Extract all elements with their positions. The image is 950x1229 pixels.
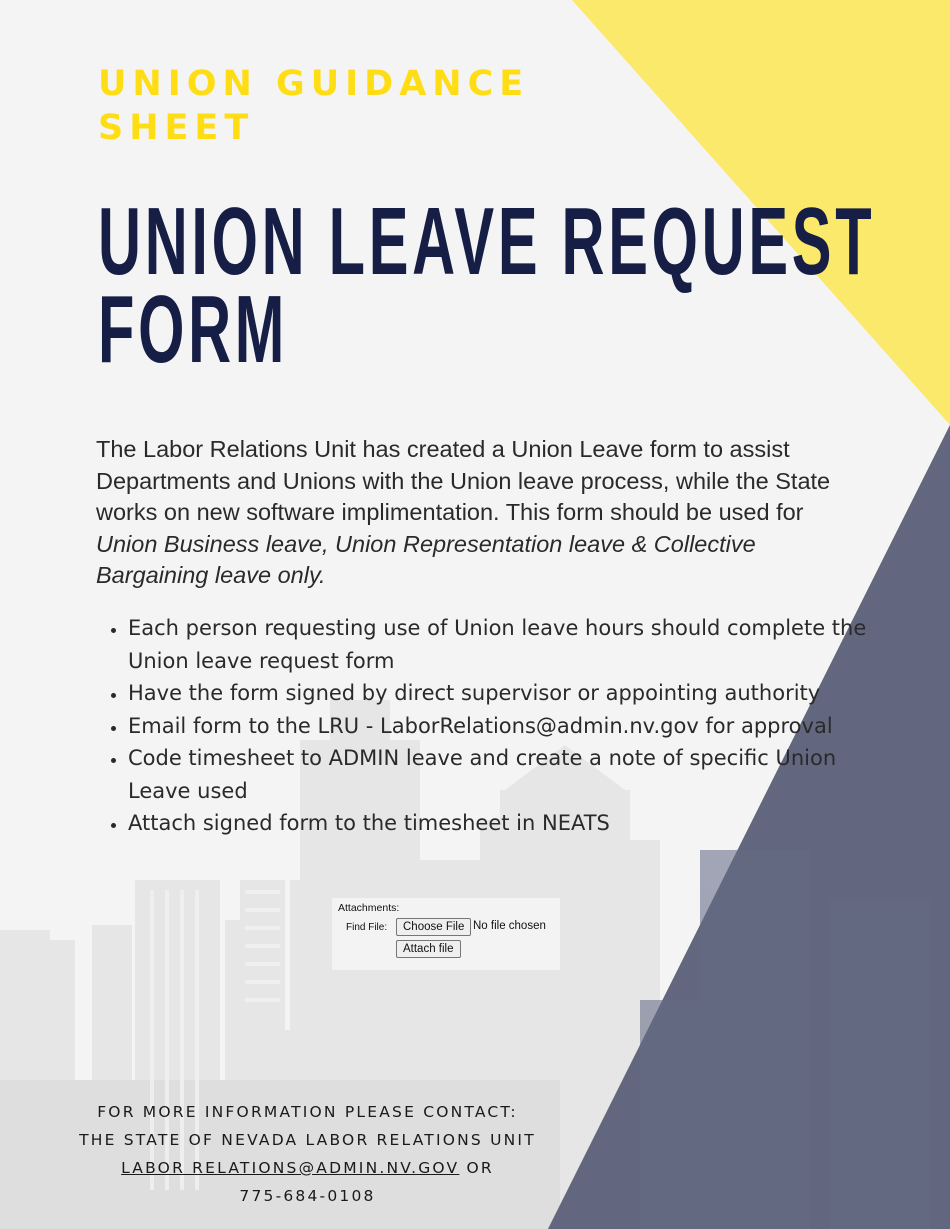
eyebrow-line-2: SHEET bbox=[98, 108, 255, 148]
intro-text: The Labor Relations Unit has created a Union Leave form to assist Departments and Unions with the Union leave process, while the State works on new software implimentation. This form should be used for bbox=[96, 436, 831, 525]
contact-line-1: FOR MORE INFORMATION PLEASE CONTACT: bbox=[97, 1103, 518, 1121]
list-item: • Attach signed form to the timesheet in NEATS bbox=[128, 807, 868, 840]
intro-italic-leave-types: Union Business leave, Union Representation leave & Collective Bargaining leave only. bbox=[96, 530, 756, 588]
attachment-widget-screenshot bbox=[332, 898, 560, 970]
list-item: • Have the form signed by direct supervisor or appointing authority bbox=[128, 677, 868, 710]
contact-phone: 775-684-0108 bbox=[239, 1187, 376, 1205]
contact-line-2: THE STATE OF NEVADA LABOR RELATIONS UNIT bbox=[79, 1131, 536, 1149]
find-file-label: Find File: bbox=[346, 922, 388, 933]
list-item: • Each person requesting use of Union leave hours should complete the Union leave request form bbox=[128, 612, 868, 677]
file-status-text: No file chosen bbox=[473, 920, 546, 932]
choose-file-button[interactable]: Choose File bbox=[396, 918, 471, 936]
attachments-label: Attachments: bbox=[338, 902, 400, 914]
intro-paragraph bbox=[96, 434, 856, 592]
contact-info bbox=[60, 1098, 555, 1210]
eyebrow-line-1: UNION GUIDANCE bbox=[98, 64, 530, 104]
list-item: • Code timesheet to ADMIN leave and create a note of specific Union Leave used bbox=[128, 742, 868, 807]
attach-file-button[interactable]: Attach file bbox=[396, 940, 461, 958]
title-line-1: UNION LEAVE REQUEST bbox=[98, 188, 876, 295]
contact-or: OR bbox=[459, 1159, 494, 1177]
list-item: • Email form to the LRU - LaborRelations@admin.nv.gov for approval bbox=[128, 710, 868, 743]
title-line-2: FORM bbox=[98, 276, 289, 383]
procedure-steps-list bbox=[96, 612, 868, 840]
page-title bbox=[98, 188, 876, 383]
contact-email-link[interactable]: LABOR RELATIONS@ADMIN.NV.GOV bbox=[121, 1159, 460, 1177]
sheet-eyebrow bbox=[98, 62, 529, 150]
